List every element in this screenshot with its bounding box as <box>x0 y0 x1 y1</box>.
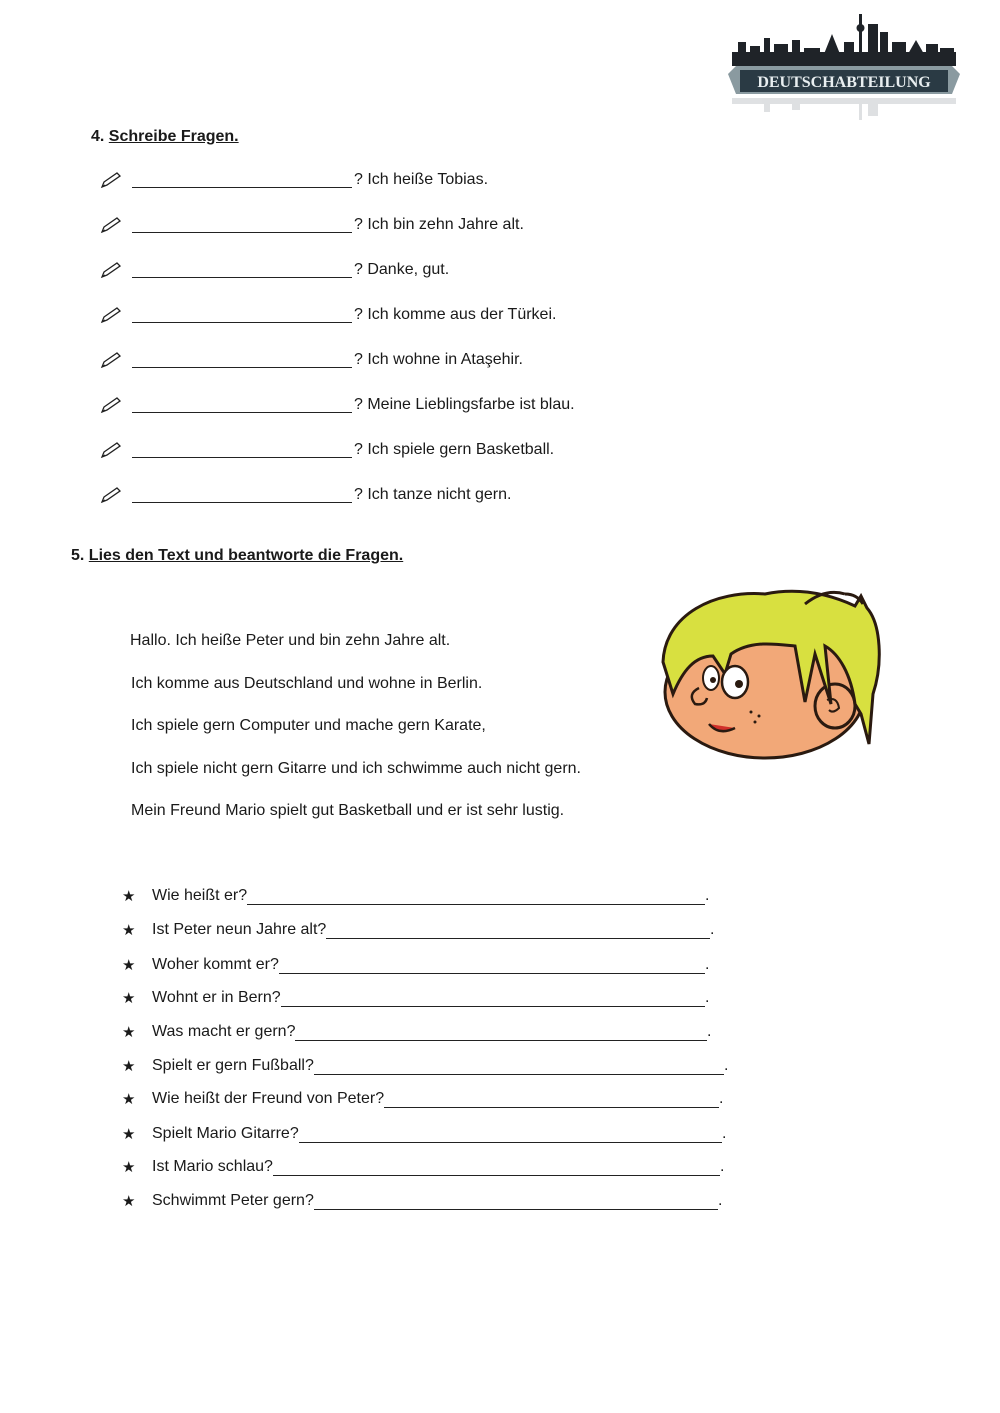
line-end-period: . <box>705 989 710 1006</box>
given-answer: ? Ich spiele gern Basketball. <box>354 441 555 458</box>
question-blank[interactable] <box>132 263 352 278</box>
line-end-period: . <box>710 921 715 938</box>
question-blank[interactable] <box>132 308 352 323</box>
question-blank[interactable] <box>132 488 352 503</box>
question-item <box>122 989 709 1007</box>
given-answer: ? Danke, gut. <box>354 261 450 278</box>
question-text: Wohnt er in Bern? <box>152 989 281 1006</box>
question-text: Ist Peter neun Jahre alt? <box>152 921 327 938</box>
exercise-4-item <box>100 304 556 326</box>
star-bullet-icon: ★ <box>122 1058 136 1075</box>
line-end-period: . <box>718 1192 723 1209</box>
answer-line[interactable] <box>279 959 705 974</box>
pen-icon <box>100 351 122 369</box>
question-item <box>122 1192 722 1210</box>
answer-line[interactable] <box>295 1026 707 1041</box>
exercise-5-number: 5. <box>71 547 85 564</box>
text-line: Ich spiele nicht gern Gitarre und ich schwimme auch nicht gern. <box>131 760 581 777</box>
star-bullet-icon: ★ <box>122 1193 136 1210</box>
text-line: Mein Freund Mario spielt gut Basketball und er ist sehr lustig. <box>131 802 565 819</box>
question-item <box>122 1057 728 1075</box>
exercise-5-title <box>71 547 403 565</box>
answer-line[interactable] <box>314 1060 724 1075</box>
answer-line[interactable] <box>281 992 705 1007</box>
pen-icon <box>100 261 122 279</box>
given-answer: ? Ich heiße Tobias. <box>354 171 489 188</box>
line-end-period: . <box>720 1158 725 1175</box>
exercise-4-item <box>100 394 575 416</box>
question-blank[interactable] <box>132 173 352 188</box>
question-text: Woher kommt er? <box>152 956 279 973</box>
question-item <box>122 921 714 939</box>
question-text: Schwimmt Peter gern? <box>152 1192 314 1209</box>
line-end-period: . <box>722 1125 727 1142</box>
exercise-4-heading: Schreibe Fragen. <box>108 128 239 145</box>
question-item <box>122 1125 726 1143</box>
line-end-period: . <box>705 887 710 904</box>
given-answer: ? Ich wohne in Ataşehir. <box>354 351 523 368</box>
given-answer: ? Ich bin zehn Jahre alt. <box>354 216 524 233</box>
question-blank[interactable] <box>132 398 352 413</box>
pen-icon <box>100 441 122 459</box>
question-text: Wie heißt der Freund von Peter? <box>152 1090 385 1107</box>
star-bullet-icon: ★ <box>122 1091 136 1108</box>
star-bullet-icon: ★ <box>122 990 136 1007</box>
deutschabteilung-logo <box>728 12 960 122</box>
line-end-period: . <box>719 1090 724 1107</box>
exercise-4-item <box>100 349 523 371</box>
star-bullet-icon: ★ <box>122 957 136 974</box>
given-answer: ? Ich tanze nicht gern. <box>354 486 512 503</box>
answer-line[interactable] <box>314 1195 718 1210</box>
exercise-4-item <box>100 439 554 461</box>
question-blank[interactable] <box>132 218 352 233</box>
question-item <box>122 1158 724 1176</box>
pen-icon <box>100 171 122 189</box>
question-item <box>122 1090 723 1108</box>
star-bullet-icon: ★ <box>122 922 136 939</box>
question-item <box>122 956 709 974</box>
pen-icon <box>100 306 122 324</box>
given-answer: ? Ich komme aus der Türkei. <box>354 306 557 323</box>
star-bullet-icon: ★ <box>122 1126 136 1143</box>
question-text: Spielt er gern Fußball? <box>152 1057 314 1074</box>
exercise-4-title <box>91 128 239 146</box>
question-item <box>122 887 709 905</box>
line-end-period: . <box>724 1057 729 1074</box>
boy-face-illustration <box>655 584 885 764</box>
given-answer: ? Meine Lieblingsfarbe ist blau. <box>354 396 575 413</box>
answer-line[interactable] <box>299 1128 722 1143</box>
exercise-4-item <box>100 169 488 191</box>
text-line: Ich spiele gern Computer und mache gern Karate, <box>131 717 486 734</box>
answer-line[interactable] <box>247 890 705 905</box>
exercise-4-item <box>100 484 511 506</box>
star-bullet-icon: ★ <box>122 1024 136 1041</box>
answer-line[interactable] <box>384 1093 719 1108</box>
line-end-period: . <box>705 956 710 973</box>
exercise-4-number: 4. <box>91 128 105 145</box>
exercise-4-item <box>100 214 524 236</box>
exercise-5-heading: Lies den Text und beantworte die Fragen. <box>88 547 404 564</box>
text-line: Ich komme aus Deutschland und wohne in Berlin. <box>131 675 483 692</box>
star-bullet-icon: ★ <box>122 1159 136 1176</box>
question-text: Spielt Mario Gitarre? <box>152 1125 299 1142</box>
answer-line[interactable] <box>326 924 710 939</box>
text-line: Hallo. Ich heiße Peter und bin zehn Jahre alt. <box>130 632 451 649</box>
logo-text: DEUTSCHABTEILUNG <box>757 74 931 91</box>
pen-icon <box>100 216 122 234</box>
star-bullet-icon: ★ <box>122 888 136 905</box>
question-blank[interactable] <box>132 353 352 368</box>
answer-line[interactable] <box>273 1161 720 1176</box>
question-text: Ist Mario schlau? <box>152 1158 273 1175</box>
pen-icon <box>100 486 122 504</box>
question-text: Was macht er gern? <box>152 1023 296 1040</box>
question-item <box>122 1023 711 1041</box>
question-text: Wie heißt er? <box>152 887 248 904</box>
pen-icon <box>100 396 122 414</box>
question-blank[interactable] <box>132 443 352 458</box>
exercise-4-item <box>100 259 449 281</box>
line-end-period: . <box>707 1023 712 1040</box>
